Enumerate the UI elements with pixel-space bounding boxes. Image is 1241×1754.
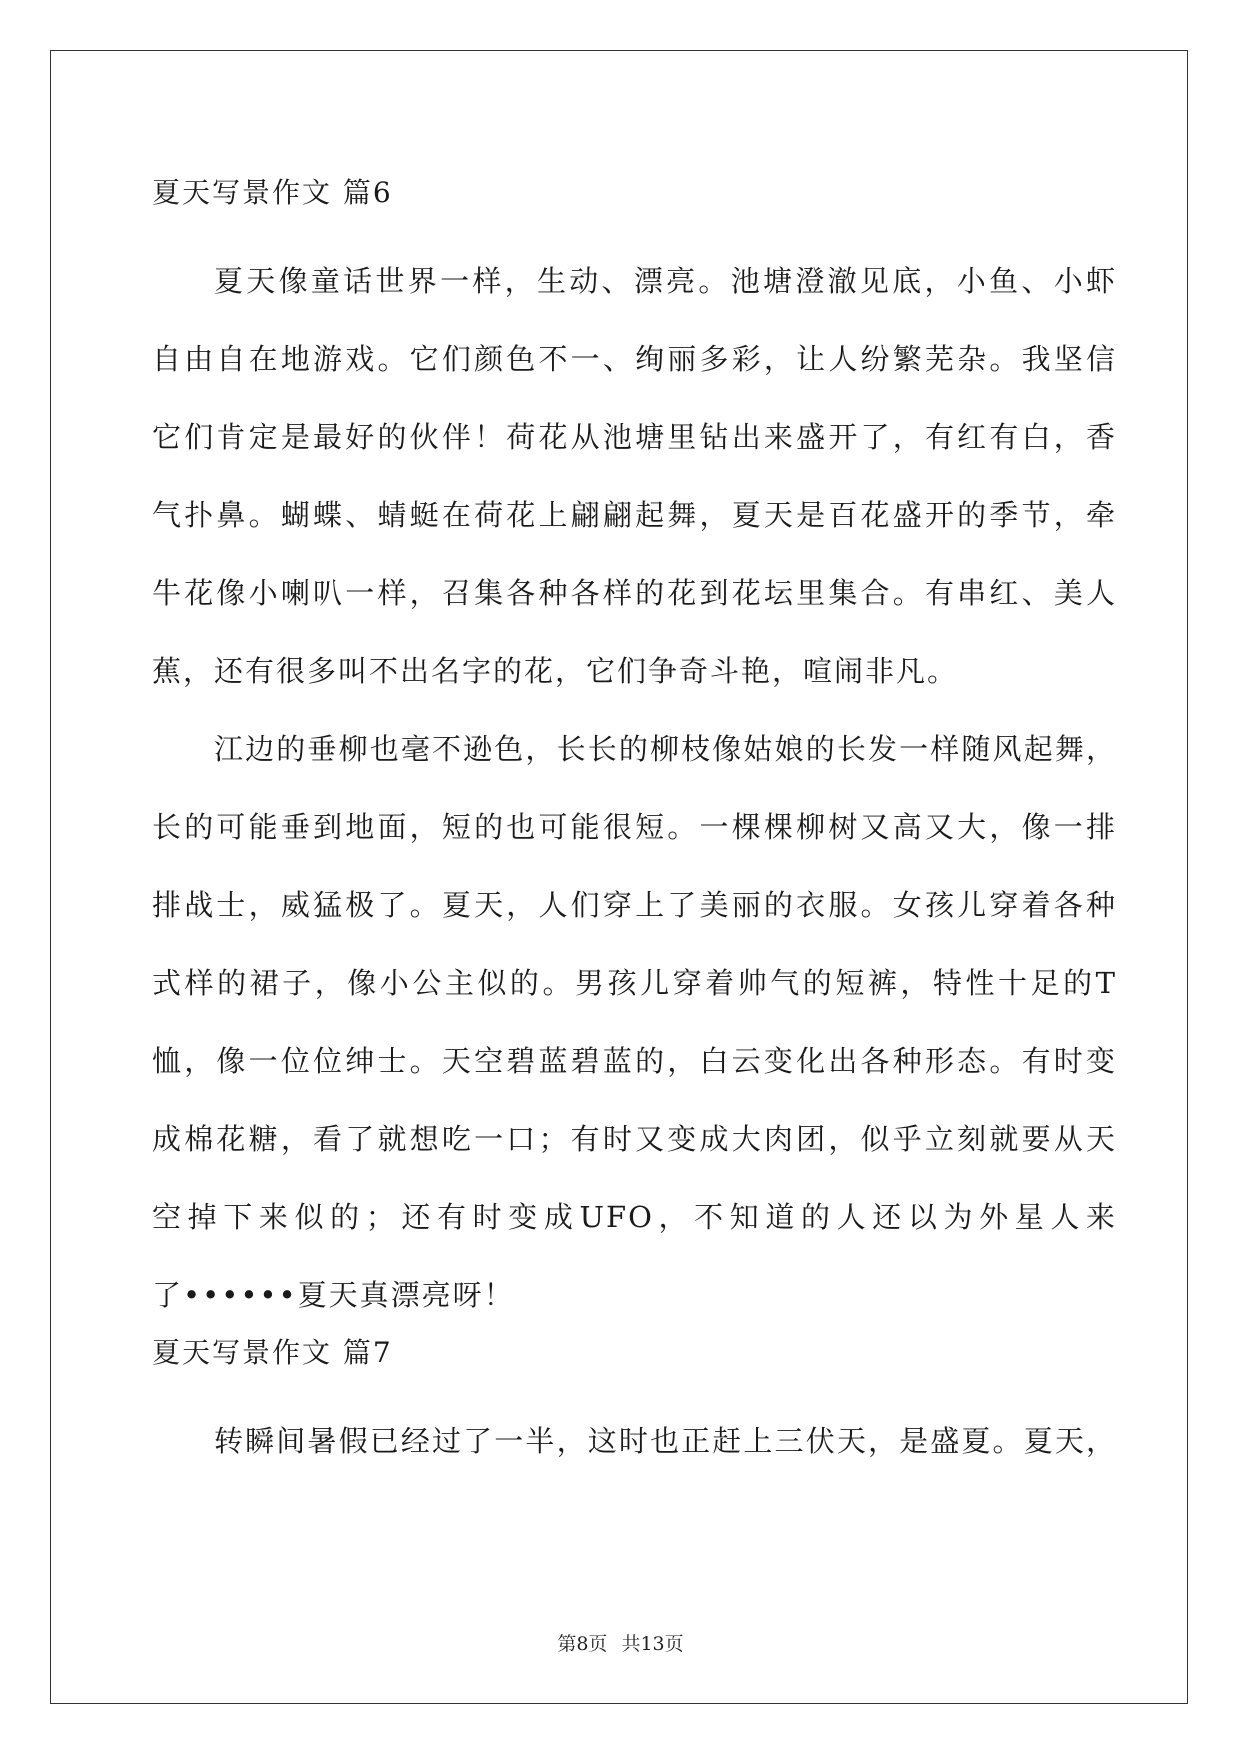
text-line: 江边的垂柳也毫不逊色，长长的柳枝像姑娘的长发一样随风起舞， (214, 732, 1117, 766)
text-line: 蕉，还有很多叫不出名字的花，它们争奇斗艳，喧闹非凡。 (152, 654, 959, 688)
section-title-6: 夏天写景作文 篇6 (152, 176, 393, 209)
text-line: 长的可能垂到地面，短的也可能很短。一棵棵柳树又高又大，像一排 (152, 810, 1117, 844)
text-line: 成棉花糖，看了就想吃一口；有时又变成大肉团，似乎立刻就要从天 (152, 1122, 1117, 1156)
document-body (152, 168, 1117, 1480)
text-line: 了••••••夏天真漂亮呀！ (152, 1278, 515, 1312)
text-line: 牛花像小喇叭一样，召集各种各样的花到花坛里集合。有串红、美人 (152, 576, 1117, 610)
text-line: 排战士，威猛极了。夏天，人们穿上了美丽的衣服。女孩儿穿着各种 (152, 888, 1117, 922)
page-number: 第8页 (557, 1633, 608, 1655)
text-line: 式样的裙子，像小公主似的。男孩儿穿着帅气的短裤，特性十足的T (152, 966, 1117, 1000)
text-line: 气扑鼻。蝴蝶、蜻蜓在荷花上翩翩起舞，夏天是百花盛开的季节，牵 (152, 498, 1117, 532)
text-line: 它们肯定是最好的伙伴！荷花从池塘里钻出来盛开了，有红有白，香 (152, 420, 1117, 454)
text-line: 空掉下来似的；还有时变成UFO，不知道的人还以为外星人来 (152, 1200, 1117, 1234)
page-total: 共13页 (621, 1633, 684, 1655)
paragraph-6-1 (152, 242, 1117, 710)
section-title-7: 夏天写景作文 篇7 (152, 1336, 393, 1369)
text-line: 夏天像童话世界一样，生动、漂亮。池塘澄澈见底，小鱼、小虾 (214, 264, 1117, 298)
text-line: 恤，像一位位绅士。天空碧蓝碧蓝的，白云变化出各种形态。有时变 (152, 1044, 1117, 1078)
text-line: 自由自在地游戏。它们颜色不一、绚丽多彩，让人纷繁芜杂。我坚信 (152, 342, 1117, 376)
text-line: 转瞬间暑假已经过了一半，这时也正赶上三伏天，是盛夏。夏天， (214, 1424, 1117, 1458)
page-footer (0, 1632, 1241, 1656)
paragraph-7-1 (152, 1402, 1117, 1480)
paragraph-6-2 (152, 710, 1117, 1334)
